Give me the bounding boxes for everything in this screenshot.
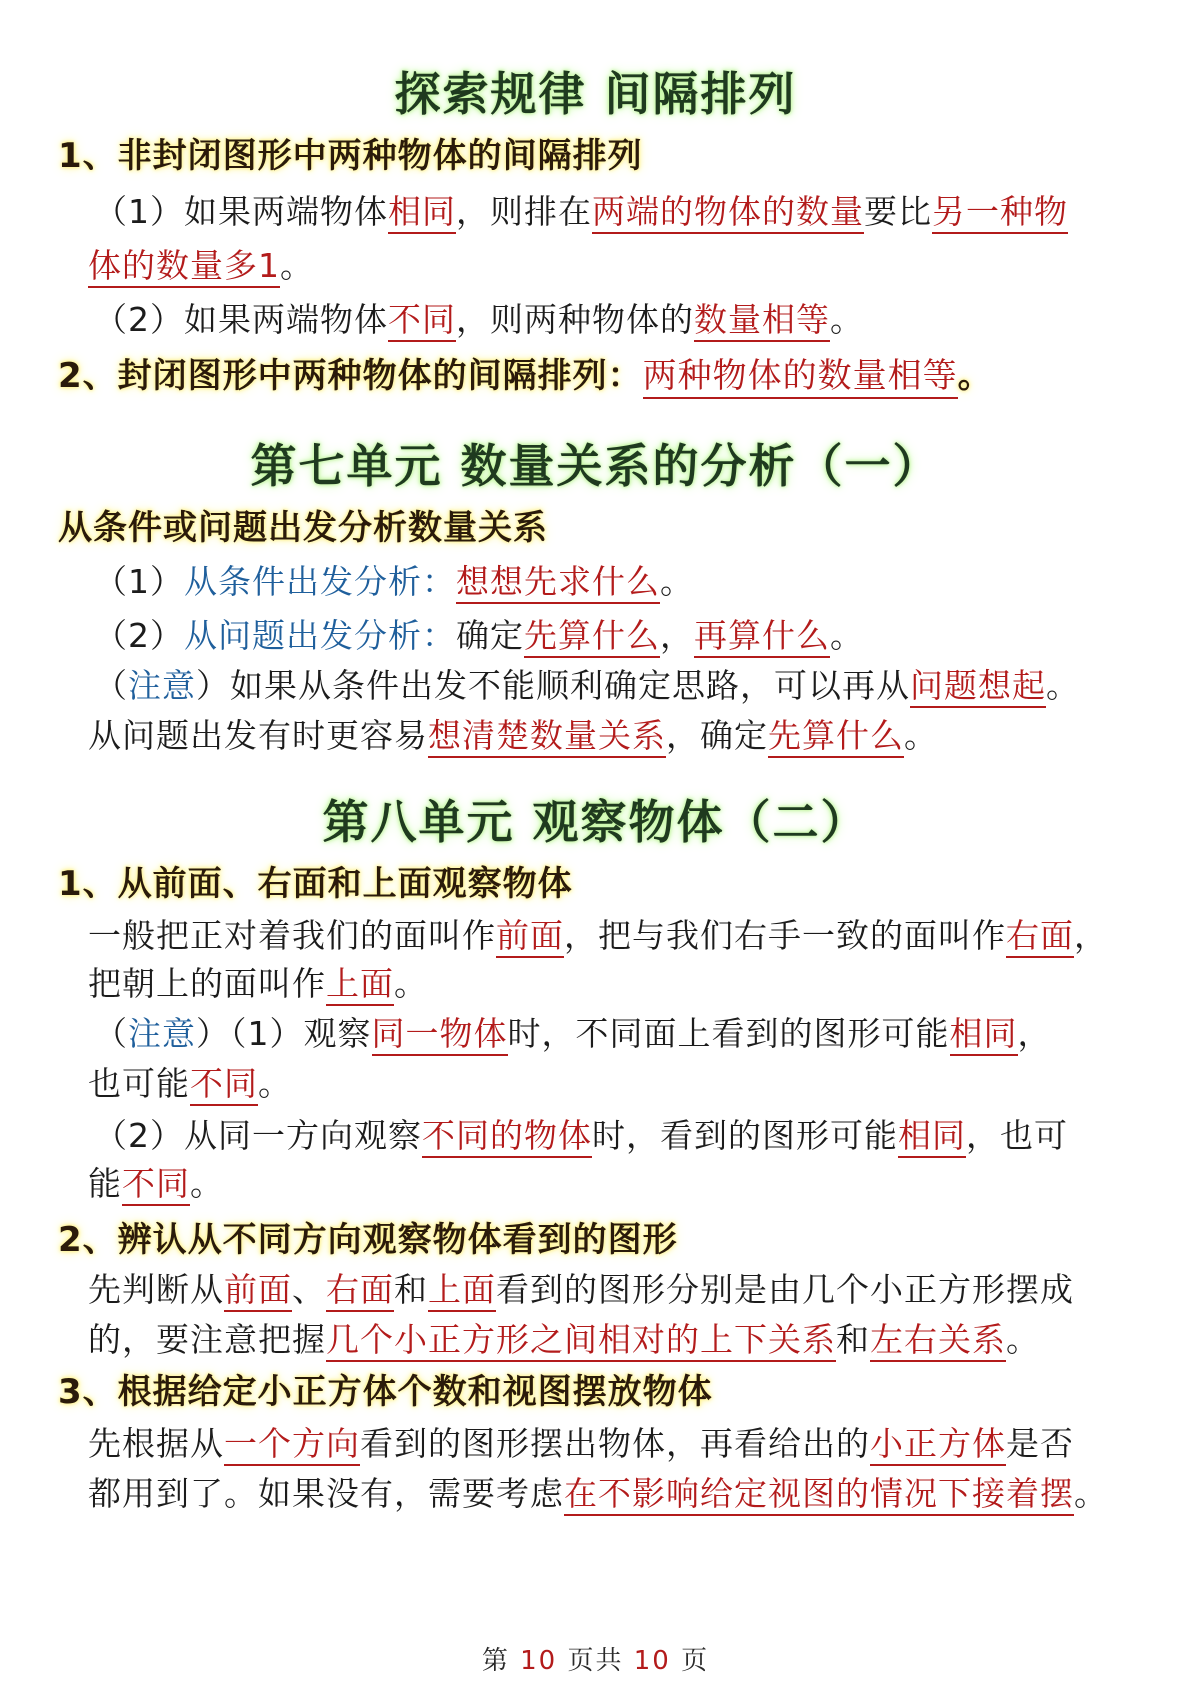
heading-closed-arrangement — [58, 348, 993, 397]
answer-underlined: 不同 — [388, 300, 456, 342]
heading-non-closed-arrangement: 1、非封闭图形中两种物体的间隔排列 — [58, 136, 643, 176]
text: 、 — [292, 1270, 326, 1309]
answer-underlined: 再算什么 — [694, 616, 830, 658]
text: 2、封闭图形中两种物体的间隔排列： — [58, 356, 643, 396]
answer-underlined: 在不影响给定视图的情况下接着摆 — [564, 1474, 1074, 1516]
text: ，则两种物体的 — [456, 300, 694, 339]
note-line-2-cont — [88, 1058, 292, 1105]
text: 看到的图形摆出物体，再看给出的 — [360, 1424, 870, 1463]
answer-underlined: 右面 — [326, 1270, 394, 1312]
answer-underlined: 上面 — [326, 964, 394, 1006]
text: ， — [1017, 1014, 1052, 1053]
answer-underlined: 两种物体的数量相等 — [643, 356, 958, 399]
answer-underlined: 右面 — [1006, 916, 1074, 958]
answer-underlined: 想想先求什么 — [456, 562, 660, 604]
text: 先判断从 — [88, 1270, 224, 1309]
answer-underlined: 不同 — [122, 1164, 190, 1206]
text: ，确定 — [666, 716, 768, 755]
answer-underlined: 一个方向 — [224, 1424, 360, 1466]
text: 。 — [258, 1064, 292, 1103]
answer-underlined: 问题想起 — [910, 666, 1046, 708]
text: 。 — [830, 616, 864, 655]
text: 。 — [394, 964, 428, 1003]
answer-underlined: 想清楚数量关系 — [428, 716, 666, 758]
footer-text: 第 — [481, 1646, 521, 1676]
text: 先根据从 — [88, 1424, 224, 1463]
text: （2）如果两端物体 — [94, 300, 388, 339]
text: ）（1）观察 — [196, 1014, 372, 1053]
text: 时，不同面上看到的图形可能 — [507, 1014, 950, 1053]
answer-underlined: 相同 — [898, 1116, 966, 1158]
rule-line-4 — [94, 610, 864, 657]
text: 。 — [904, 716, 938, 755]
rule-line-3 — [94, 556, 694, 603]
note-label: 注意 — [128, 1014, 196, 1053]
text: ，也可 — [966, 1116, 1068, 1155]
rule-line-5-cont — [88, 958, 428, 1005]
text: 。 — [957, 356, 993, 396]
answer-underlined: 小正方体 — [870, 1424, 1006, 1466]
answer-underlined: 相同 — [388, 192, 456, 234]
text: 是否 — [1006, 1424, 1074, 1463]
text: （2） — [94, 616, 184, 655]
blue-term: 从条件出发分析： — [184, 562, 456, 601]
text: （2）从同一方向观察 — [94, 1116, 422, 1155]
text: 确定 — [456, 616, 524, 655]
text: 。 — [1046, 666, 1080, 705]
heading-analyze-quantity: 从条件或问题出发分析数量关系 — [58, 508, 548, 548]
text: 。 — [830, 300, 864, 339]
total-pages: 10 — [633, 1646, 671, 1676]
rule-line-6 — [88, 1264, 1074, 1311]
answer-underlined: 同一物体 — [372, 1014, 508, 1056]
answer-underlined: 相同 — [950, 1014, 1018, 1056]
answer-underlined: 不同的物体 — [422, 1116, 592, 1158]
page-footer — [0, 1640, 1191, 1677]
text: 。 — [190, 1164, 224, 1203]
answer-underlined: 前面 — [496, 916, 564, 958]
footer-text: 页共 — [557, 1646, 634, 1676]
text: （ — [94, 666, 128, 705]
text: ， — [660, 616, 694, 655]
rule-line-1-cont — [88, 240, 314, 287]
answer-underlined: 体的数量多1 — [88, 246, 280, 288]
section-title-explore-patterns: 探索规律 间隔排列 — [394, 67, 797, 121]
section-title-unit-8: 第八单元 观察物体（二） — [322, 795, 869, 849]
section-title-unit-7: 第七单元 数量关系的分析（一） — [250, 439, 941, 493]
note-line-3-cont — [88, 1158, 224, 1205]
text: ）如果从条件出发不能顺利确定思路，可以再从 — [196, 666, 910, 705]
text: 把朝上的面叫作 — [88, 964, 326, 1003]
text: 。 — [1006, 1320, 1040, 1359]
text: 。 — [280, 246, 314, 285]
text: 一般把正对着我们的面叫作 — [88, 916, 496, 955]
answer-underlined: 两端的物体的数量 — [592, 192, 864, 234]
text: 能 — [88, 1164, 122, 1203]
rule-line-7-cont — [88, 1468, 1108, 1515]
text: 要比 — [864, 192, 932, 231]
text: 和 — [836, 1320, 870, 1359]
page-number: 10 — [520, 1646, 558, 1676]
text: 和 — [394, 1270, 428, 1309]
answer-underlined: 先算什么 — [768, 716, 904, 758]
rule-line-2 — [94, 294, 864, 341]
text: （1） — [94, 562, 184, 601]
answer-underlined: 上面 — [428, 1270, 496, 1312]
text: 。 — [1074, 1474, 1108, 1513]
text: 也可能 — [88, 1064, 190, 1103]
text: （ — [94, 1014, 128, 1053]
note-label: 注意 — [128, 666, 196, 705]
heading-place-cubes: 3、根据给定小正方体个数和视图摆放物体 — [58, 1372, 713, 1412]
rule-line-6-cont — [88, 1314, 1040, 1361]
answer-underlined: 另一种物 — [932, 192, 1068, 234]
text: 看到的图形分别是由几个小正方形摆成 — [496, 1270, 1074, 1309]
answer-underlined: 先算什么 — [524, 616, 660, 658]
text: ，则排在 — [456, 192, 592, 231]
text: 。 — [660, 562, 694, 601]
answer-underlined: 左右关系 — [870, 1320, 1006, 1362]
heading-observe-faces: 1、从前面、右面和上面观察物体 — [58, 864, 573, 904]
text: ， — [1074, 916, 1108, 955]
text: 从问题出发有时更容易 — [88, 716, 428, 755]
note-line-3 — [94, 1110, 1068, 1157]
footer-text: 页 — [670, 1646, 710, 1676]
heading-identify-shapes: 2、辨认从不同方向观察物体看到的图形 — [58, 1220, 678, 1260]
text: 时，看到的图形可能 — [592, 1116, 898, 1155]
answer-underlined: 前面 — [224, 1270, 292, 1312]
text: ，把与我们右手一致的面叫作 — [564, 916, 1006, 955]
answer-underlined: 几个小正方形之间相对的上下关系 — [326, 1320, 836, 1362]
text: 都用到了。如果没有，需要考虑 — [88, 1474, 564, 1513]
rule-line-7 — [88, 1418, 1074, 1465]
note-line-2 — [94, 1008, 1052, 1055]
answer-underlined: 数量相等 — [694, 300, 830, 342]
note-line-1-cont — [88, 710, 938, 757]
blue-term: 从问题出发分析： — [184, 616, 456, 655]
note-line-1 — [94, 660, 1080, 707]
rule-line-1 — [94, 186, 1068, 233]
text: （1）如果两端物体 — [94, 192, 388, 231]
answer-underlined: 不同 — [190, 1064, 258, 1106]
rule-line-5 — [88, 910, 1108, 957]
text: 的，要注意把握 — [88, 1320, 326, 1359]
